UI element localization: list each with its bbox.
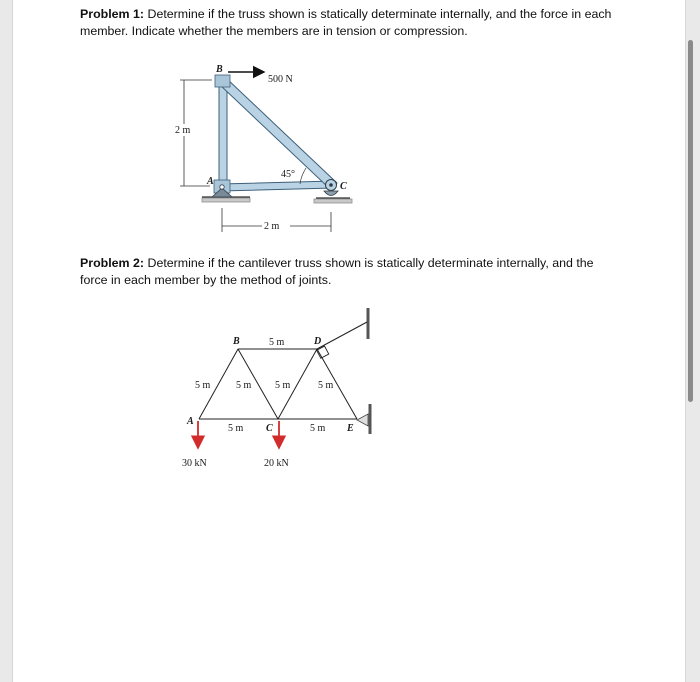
support-c-rocker <box>324 191 338 196</box>
member-ab <box>219 80 227 187</box>
length-bc-label: 5 m <box>236 380 252 391</box>
ground-a-bar <box>202 198 250 202</box>
joint-c-label: C <box>340 181 347 192</box>
span-label: 2 m <box>264 221 280 232</box>
angle-label: 45° <box>281 169 295 180</box>
ground-c-bar <box>314 199 352 203</box>
joint-b-plate <box>215 75 230 87</box>
problem-2-heading: Problem 2: <box>80 256 145 270</box>
height-label: 2 m <box>175 125 191 136</box>
problem-1-text: Determine if the truss shown is statically determinate internally, and the force in each member. Indicate whether the members are in tension or compression. <box>80 7 612 38</box>
problem-1-heading: Problem 1: <box>80 7 145 21</box>
pin-c-center <box>329 183 333 187</box>
problem-2-truss-figure <box>182 308 370 469</box>
length-bd-label: 5 m <box>269 337 285 348</box>
length-cd-label: 5 m <box>275 380 291 391</box>
load-500n-label: 500 N <box>268 74 293 85</box>
joint-a-label: A <box>187 416 194 427</box>
joint-e-label: E <box>347 423 354 434</box>
pin-a <box>220 185 224 189</box>
joint-c-label: C <box>266 423 273 434</box>
member-ac <box>221 181 333 191</box>
problem-2-text: Determine if the cantilever truss shown is statically determinate internally, and the force in each member by the method of joints. <box>80 256 594 287</box>
length-ce-label: 5 m <box>310 423 326 434</box>
support-e-pin <box>357 414 368 426</box>
joint-b-label: B <box>233 336 240 347</box>
member-bc <box>220 78 337 189</box>
joint-b-label: B <box>216 64 223 75</box>
load-20kn-label: 20 kN <box>264 458 289 469</box>
joint-a-label: A <box>207 176 214 187</box>
joint-d-label: D <box>314 336 322 347</box>
length-ac-label: 5 m <box>228 423 244 434</box>
length-ab-label: 5 m <box>195 380 211 391</box>
load-30kn-label: 30 kN <box>182 458 207 469</box>
length-de-label: 5 m <box>318 380 334 391</box>
problem-2-statement <box>80 255 620 289</box>
link-d <box>317 322 367 349</box>
